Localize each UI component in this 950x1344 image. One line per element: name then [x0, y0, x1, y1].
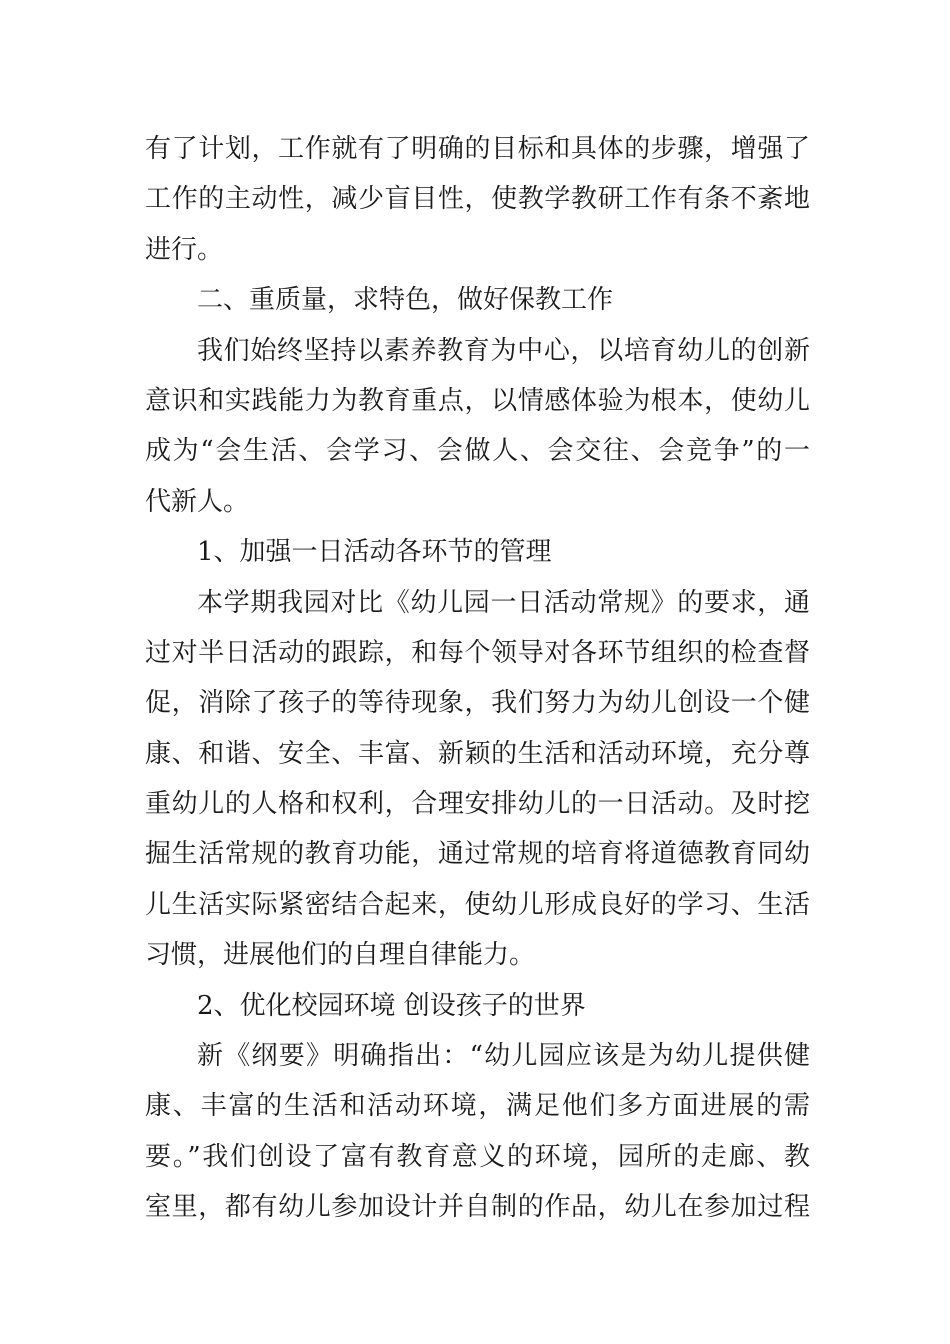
text-line: 新《纲要》明确指出：“幼儿园应该是为幼儿提供健 — [197, 1041, 810, 1072]
document-body — [145, 124, 810, 1233]
text-line: 进行。 — [145, 234, 224, 265]
text-line: 代新人。 — [145, 486, 250, 517]
text-line: 室里，都有幼儿参加设计并自制的作品，幼儿在参加过程 — [145, 1192, 810, 1223]
text-line: 习惯，进展他们的自理自律能力。 — [145, 940, 536, 971]
text-line: 2、优化校园环境 创设孩子的世界 — [197, 990, 586, 1021]
text-line: 意识和实践能力为教育重点，以情感体验为根本，使幼儿 — [145, 385, 810, 416]
text-line: 要。”我们创设了富有教育意义的环境，园所的走廊、教 — [145, 1141, 810, 1172]
text-line: 过对半日活动的跟踪，和每个领导对各环节组织的检查督 — [145, 637, 810, 668]
text-line: 促，消除了孩子的等待现象，我们努力为幼儿创设一个健 — [145, 688, 810, 719]
text-line: 工作的主动性，减少盲目性，使教学教研工作有条不紊地 — [145, 184, 810, 215]
text-line: 掘生活常规的教育功能，通过常规的培育将道德教育同幼 — [145, 839, 810, 870]
text-line: 1、加强一日活动各环节的管理 — [197, 537, 552, 568]
text-line: 有了计划，工作就有了明确的目标和具体的步骤，增强了 — [145, 134, 810, 164]
text-line: 重幼儿的人格和权利，合理安排幼儿的一日活动。及时挖 — [145, 789, 810, 820]
text-line: 康、和谐、安全、丰富、新颖的生活和活动环境，充分尊 — [145, 738, 810, 769]
text-line: 二、重质量，求特色，做好保教工作 — [197, 285, 614, 316]
text-line: 本学期我园对比《幼儿园一日活动常规》的要求，通 — [197, 587, 810, 618]
text-line: 我们始终坚持以素养教育为中心，以培育幼儿的创新 — [197, 335, 810, 366]
text-line: 儿生活实际紧密结合起来，使幼儿形成良好的学习、生活 — [145, 889, 810, 920]
text-line: 康、丰富的生活和活动环境，满足他们多方面进展的需 — [145, 1091, 810, 1122]
text-line: 成为“会生活、会学习、会做人、会交往、会竞争”的一 — [145, 436, 810, 467]
